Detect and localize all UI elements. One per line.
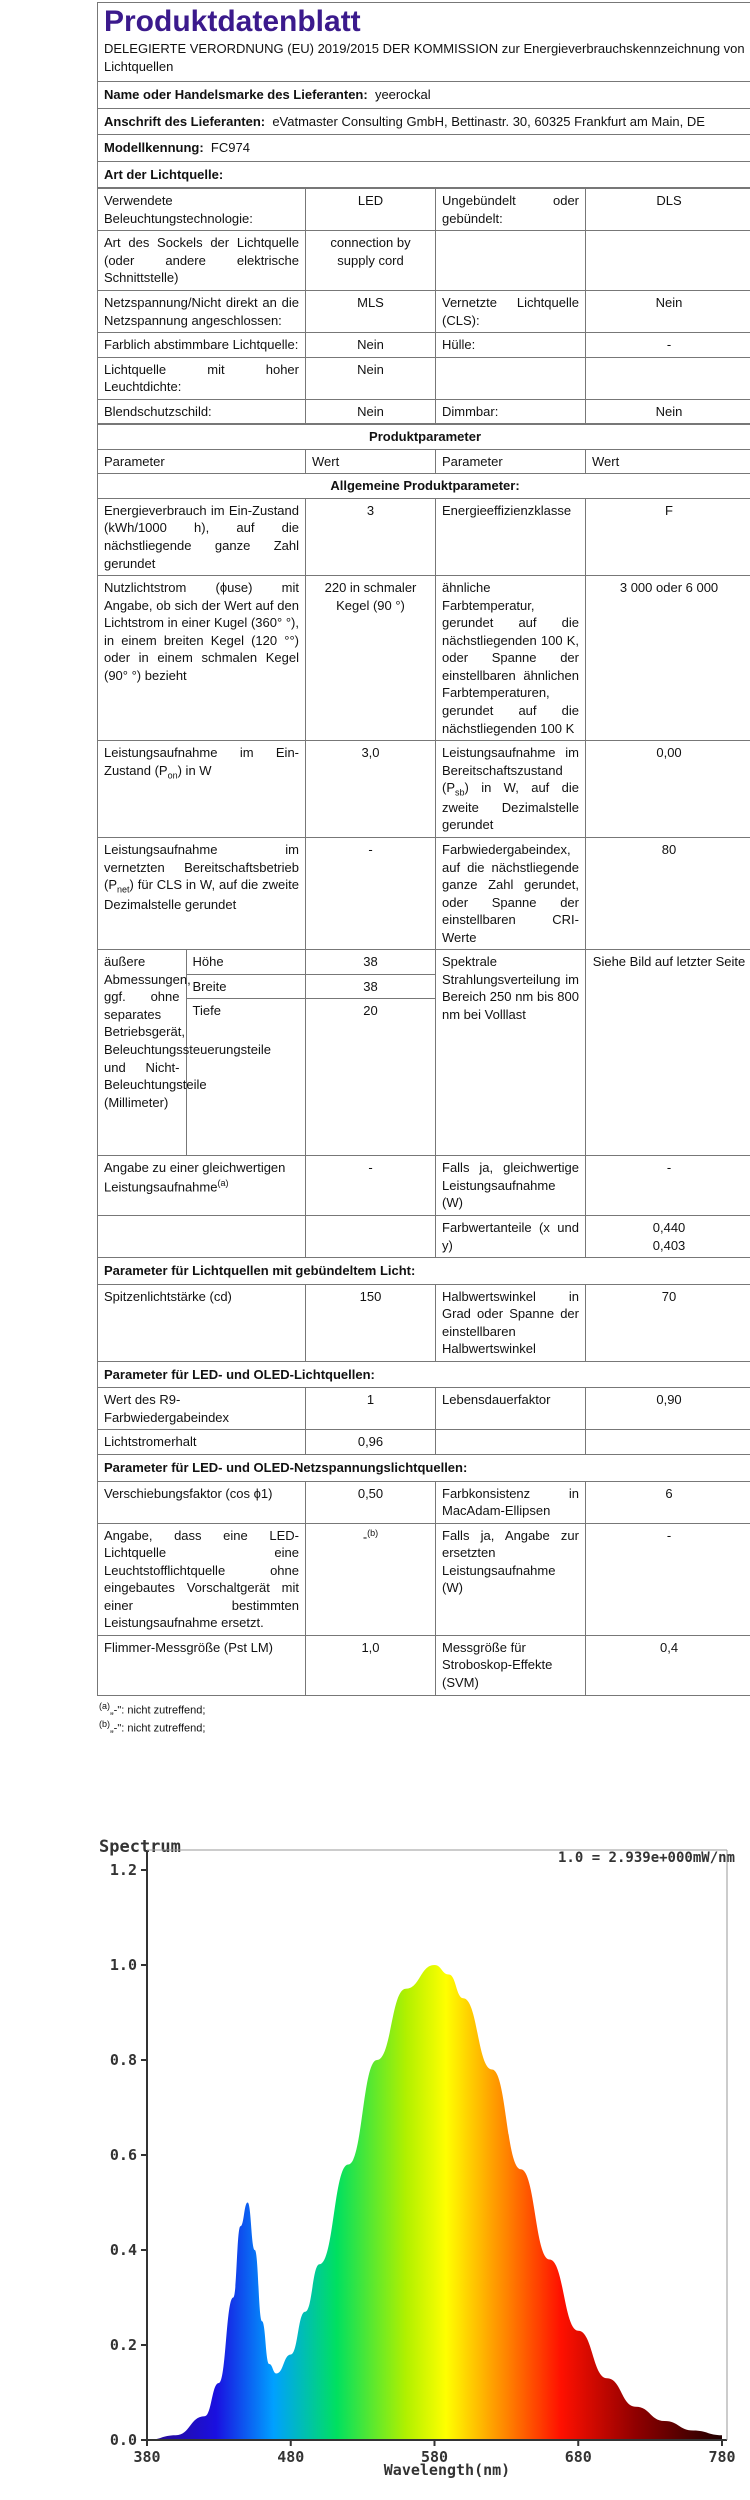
table-cell: Netzspannung/Nicht direkt an die Netzspannung angeschlossen: — [98, 291, 306, 333]
table-row — [98, 1523, 750, 1635]
table-cell: 3 000 oder 6 000 — [586, 576, 750, 741]
table-cell: Energieverbrauch im Ein-Zustand (kWh/1000 h), auf die nächstliegende ganze Zahl gerundet — [98, 498, 306, 575]
table-cell: F — [586, 498, 750, 575]
table-cell: Blendschutzschild: — [98, 399, 306, 424]
model-row — [98, 134, 750, 161]
x-tick-label: 380 — [133, 2448, 161, 2466]
footnote-b-marker: (b) — [99, 1719, 110, 1730]
table-row — [98, 425, 750, 450]
table-cell — [436, 357, 586, 399]
table-row — [98, 950, 750, 1156]
table-cell: Hülle: — [436, 333, 586, 358]
x-tick-label: 780 — [708, 2448, 736, 2466]
table-row — [98, 576, 750, 741]
table-cell: DLS — [586, 189, 750, 231]
supplier-address-label: Anschrift des Lieferanten: — [104, 113, 266, 129]
chart-xlabel: Wavelength(nm) — [383, 2461, 511, 2479]
footnote-b-text: „-": nicht zutreffend; — [110, 1722, 206, 1735]
table-row — [98, 357, 750, 399]
light-type-table — [97, 188, 750, 424]
table-cell: Verwendete Beleuchtungstechnologie: — [98, 189, 306, 231]
table-cell: Spektrale Strahlungsverteilung im Bereich 250 nm bis 800 nm bei Volllast — [436, 950, 586, 1156]
table-cell: connection by supply cord — [306, 231, 436, 291]
table-cell: 70 — [586, 1284, 750, 1361]
chart-annotation: 1.0 = 2.939e+000mW/nm — [557, 1850, 735, 1866]
page-title: Produktdatenblatt — [104, 5, 361, 38]
y-tick-label: 1.2 — [109, 1861, 137, 1879]
dimensions-subtable — [98, 950, 306, 1155]
table-cell — [436, 231, 586, 291]
table-row — [98, 1635, 750, 1695]
table-cell — [436, 1430, 586, 1455]
table-cell: LED — [306, 189, 436, 231]
table-header-row — [98, 449, 750, 474]
footnotes — [97, 1696, 750, 1741]
pnet-label-end: ) für CLS in W, auf die zweite Dezimalstelle gerundet — [104, 877, 299, 912]
table-cell — [98, 1156, 306, 1216]
table-cell: Farbkonsistenz in MacAdam-Ellipsen — [436, 1481, 586, 1523]
table-cell: 80 — [586, 837, 750, 949]
table-cell: Spitzenlichtstärke (cd) — [98, 1284, 306, 1361]
table-cell: 0,50 — [306, 1481, 436, 1523]
table-cell: Nein — [586, 399, 750, 424]
table-cell: 0,96 — [306, 1430, 436, 1455]
y-tick-label: 1.0 — [109, 1956, 137, 1974]
table-row — [98, 1284, 750, 1361]
x-tick-label: 480 — [277, 2448, 305, 2466]
footnote-ref: (b) — [367, 1527, 379, 1538]
supplier-name-row — [98, 81, 750, 108]
table-cell: Farbwertanteile (x und y) — [436, 1215, 586, 1257]
table-cell: Art des Sockels der Lichtquelle (oder andere elektrische Schnittstelle) — [98, 231, 306, 291]
y-tick-label: 0.6 — [109, 2146, 137, 2164]
section-title: Allgemeine Produktparameter: — [98, 474, 750, 499]
table-row — [98, 231, 750, 291]
product-datasheet — [97, 2, 750, 1741]
table-cell: Energieeffizienzklasse — [436, 498, 586, 575]
pnet-label: Leistungsaufnahme im vernetzten Bereitschaftsbetrieb (P — [104, 841, 299, 893]
supplier-name-value: yeerockal — [374, 87, 431, 103]
column-header: Wert — [306, 449, 436, 474]
dimensions-label: äußere Abmessungen, ggf. ohne separates Betriebsgerät, Beleuchtungssteuerungsteile und Nicht-Beleuchtungsteile (Millimeter) — [98, 950, 186, 1155]
table-cell — [306, 1215, 436, 1257]
table-cell: 1 — [306, 1388, 436, 1430]
table-cell — [306, 1523, 436, 1635]
dim-depth-label: Tiefe — [192, 1003, 221, 1019]
table-cell — [586, 231, 750, 291]
table-cell — [98, 950, 306, 1156]
table-row — [98, 189, 750, 231]
table-cell: Nein — [586, 291, 750, 333]
equiv-label: Angabe zu einer gleichwertigen Leistungsaufnahme — [104, 1160, 286, 1195]
y-tick-label: 0.4 — [109, 2241, 137, 2259]
table-cell: 3 — [306, 498, 436, 575]
footnote-ref: (a) — [217, 1177, 229, 1188]
table-cell: Messgröße für Stroboskop-Effekte (SVM) — [436, 1635, 586, 1695]
table-cell: Nein — [306, 357, 436, 399]
pon-subscript: on — [167, 770, 178, 781]
table-row — [98, 1215, 750, 1257]
footnote-a — [99, 1700, 750, 1719]
dim-height-label: Höhe — [186, 950, 306, 974]
footnote-b — [99, 1718, 750, 1737]
model-value: FC974 — [210, 140, 250, 156]
column-header: Parameter — [436, 449, 586, 474]
pon-label: Leistungsaufnahme im Ein-Zustand (P — [104, 745, 299, 778]
table-cell — [306, 950, 436, 1156]
table-row — [98, 837, 750, 949]
table-cell: - — [306, 1156, 436, 1216]
x-tick-label: 680 — [564, 2448, 592, 2466]
table-cell: 0,00 — [586, 741, 750, 838]
table-cell: Verschiebungsfaktor (cos ϕ1) — [98, 1481, 306, 1523]
table-cell: Ungebündelt oder gebündelt: — [436, 189, 586, 231]
table-row — [98, 741, 750, 838]
pon-label-end: ) in W — [177, 762, 212, 778]
supplier-name-label: Name oder Handelsmarke des Lieferanten: — [104, 87, 368, 103]
table-cell: 0,90 — [586, 1388, 750, 1430]
table-cell — [586, 357, 750, 399]
table-row — [98, 1258, 750, 1285]
table-cell: 0,4 — [586, 1635, 750, 1695]
y-tick-label: 0.2 — [109, 2336, 137, 2354]
model-label: Modellkennung: — [104, 140, 204, 156]
table-cell: - — [306, 837, 436, 949]
table-cell — [98, 1215, 306, 1257]
datasheet-header — [97, 2, 750, 188]
table-row — [98, 1388, 750, 1430]
chart-title: Spectrum — [99, 1837, 181, 1857]
table-cell — [586, 1215, 750, 1257]
x-tick-label: 580 — [420, 2448, 449, 2466]
chroma-x: 0,440 — [652, 1219, 686, 1235]
table-cell: 150 — [306, 1284, 436, 1361]
table-row — [98, 1156, 750, 1216]
table-cell: Nutzlichtstrom (ϕuse) mit Angabe, ob sich der Wert auf den Lichtstrom in einer Kugel (360° °), in einem breiten Kegel (120 °°) oder in einem schmalen Kegel (90° °) bezieht — [98, 576, 306, 741]
section-title: Parameter für LED- und OLED-Netzspannungslichtquellen: — [98, 1455, 750, 1482]
table-row — [98, 1361, 750, 1388]
table-row — [98, 1455, 750, 1482]
supplier-address-value: eVatmaster Consulting GmbH, Bettinastr. 30, 60325 Frankfurt am Main, DE — [272, 113, 705, 129]
light-type-heading-row — [98, 161, 750, 188]
section-title: Produktparameter — [98, 425, 750, 450]
section-title: Parameter für LED- und OLED-Lichtquellen: — [98, 1361, 750, 1388]
table-cell: Lebensdauerfaktor — [436, 1388, 586, 1430]
table-cell: Angabe, dass eine LED-Lichtquelle eine Leuchtstofflichtquelle ohne eingebautes Vorschaltgerät mit einer bestimmten Leistungsaufnahme ersetzt. — [98, 1523, 306, 1635]
section-title: Parameter für Lichtquellen mit gebündeltem Licht: — [98, 1258, 750, 1285]
table-cell: Wert des R9-Farbwiedergabeindex — [98, 1388, 306, 1430]
column-header: Wert — [586, 449, 750, 474]
table-cell: 220 in schmaler Kegel (90 °) — [306, 576, 436, 741]
column-header: Parameter — [98, 449, 306, 474]
chroma-y: 0,403 — [652, 1237, 686, 1253]
table-cell: 6 — [586, 1481, 750, 1523]
table-cell: Nein — [306, 399, 436, 424]
replace-value: - — [362, 1528, 368, 1544]
y-tick-label: 0.8 — [109, 2051, 137, 2069]
table-cell: Farblich abstimmbare Lichtquelle: — [98, 333, 306, 358]
psb-label-end: ) in W, auf die zweite Dezimalstelle gerundet — [442, 780, 579, 833]
table-cell: Falls ja, Angabe zur ersetzten Leistungsaufnahme (W) — [436, 1523, 586, 1635]
y-tick-label: 0.0 — [109, 2431, 137, 2449]
table-cell: - — [586, 333, 750, 358]
table-cell: ähnliche Farbtemperatur, gerundet auf die nächstliegenden 100 K, oder Spanne der einstellbaren ähnlichen Farbtemperaturen, gerundet auf die nächstliegenden 100 K — [436, 576, 586, 741]
psb-label: Leistungsaufnahme im Bereitschaftszustand (P — [442, 745, 579, 796]
table-cell — [586, 1430, 750, 1455]
regulation-text: DELEGIERTE VERORDNUNG (EU) 2019/2015 DER KOMMISSION zur Energieverbrauchskennzeichnung von Lichtquellen — [104, 41, 745, 74]
table-cell: Siehe Bild auf letzter Seite — [586, 950, 750, 1156]
table-cell: 1,0 — [306, 1635, 436, 1695]
table-row — [98, 1430, 750, 1455]
parameters-table — [97, 424, 750, 1695]
dim-depth-value: 20 — [363, 1003, 378, 1019]
table-cell: Halbwertswinkel in Grad oder Spanne der einstellbaren Halbwertswinkel — [436, 1284, 586, 1361]
table-cell: 3,0 — [306, 741, 436, 838]
table-cell: Lichtstromerhalt — [98, 1430, 306, 1455]
table-cell: MLS — [306, 291, 436, 333]
dim-height-value: 38 — [306, 950, 435, 975]
table-row — [98, 474, 750, 499]
table-cell: Nein — [306, 333, 436, 358]
pnet-subscript: net — [117, 884, 130, 895]
table-cell — [98, 741, 306, 838]
table-cell — [98, 837, 306, 949]
light-type-heading: Art der Lichtquelle: — [104, 166, 224, 182]
footnote-a-text: „-": nicht zutreffend; — [110, 1704, 206, 1717]
table-cell: Flimmer-Messgröße (Pst LM) — [98, 1635, 306, 1695]
table-row — [98, 498, 750, 575]
table-row — [98, 291, 750, 333]
table-cell: Dimmbar: — [436, 399, 586, 424]
dim-width-value: 38 — [306, 975, 435, 1000]
psb-subscript: sb — [455, 787, 465, 798]
table-cell: Falls ja, gleichwertige Leistungsaufnahme (W) — [436, 1156, 586, 1216]
table-row — [98, 333, 750, 358]
spectrum-chart — [97, 1820, 737, 2485]
supplier-address-row — [98, 108, 750, 135]
table-cell: Lichtquelle mit hoher Leuchtdichte: — [98, 357, 306, 399]
dim-width-label: Breite — [186, 974, 306, 999]
table-cell: - — [586, 1523, 750, 1635]
table-cell — [436, 741, 586, 838]
table-cell: - — [586, 1156, 750, 1216]
footnote-a-marker: (a) — [99, 1700, 110, 1711]
table-cell: Farbwiedergabeindex, auf die nächstliegende ganze Zahl gerundet, oder Spanne der einstellbaren CRI-Werte — [436, 837, 586, 949]
table-cell: Vernetzte Lichtquelle (CLS): — [436, 291, 586, 333]
table-row — [98, 399, 750, 424]
table-row — [98, 1481, 750, 1523]
